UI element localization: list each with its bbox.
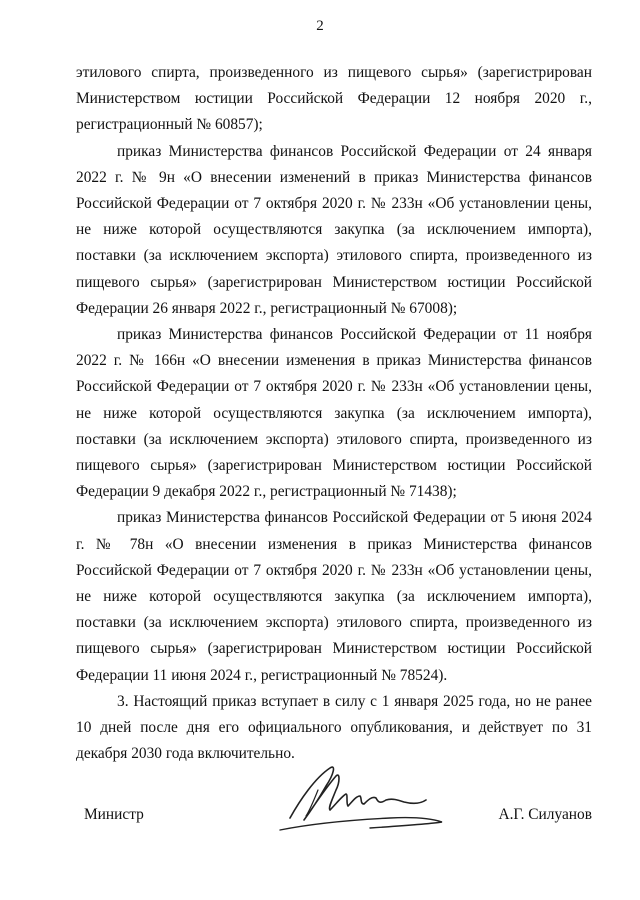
paragraph-effective-date: 3. Настоящий приказ вступает в силу с 1 января 2025 года, но не ранее 10 дней после дня его официального опубликования, и действует по 31 декабря 2030 года включительно. xyxy=(76,692,592,763)
paragraph-order-78n: приказ Министерства финансов Российской Федерации от 5 июня 2024 г. № 78н «О внесении изменения в приказ Министерства финансов Российской Федерации от 7 октября 2020 г. № 233н «Об установлении цены, не ниже которой осуществляются закупка (за исключением импорта), поставки (за исключением экспорта) этилового спирта, произведенного из пищевого сырья» (зарегистрирован Министерством юстиции Российской Федерации 11 июня 2024 г., регистрационный № 78524). xyxy=(76,509,592,684)
signatory-position: Министр xyxy=(84,806,144,823)
signatory-name: А.Г. Силуанов xyxy=(498,806,592,823)
page-number: 2 xyxy=(316,18,324,34)
paragraph-order-166n: приказ Министерства финансов Российской Федерации от 11 ноября 2022 г. № 166н «О внесении изменения в приказ Министерства финансов Российской Федерации от 7 октября 2020 г. № 233н «Об установлении цены, не ниже которой осуществляются закупка (за исключением импорта), поставки (за исключением экспорта) этилового спирта, произведенного из пищевого сырья» (зарегистрирован Министерством юстиции Российской Федерации 9 декабря 2022 г., регистрационный № 71438); xyxy=(76,326,592,501)
paragraph-order-9n: приказ Министерства финансов Российской Федерации от 24 января 2022 г. № 9н «О внесении изменений в приказ Министерства финансов Российской Федерации от 7 октября 2020 г. № 233н «Об установлении цены, не ниже которой осуществляются закупка (за исключением импорта), поставки (за исключением экспорта) этилового спирта, произведенного из пищевого сырья» (зарегистрирован Министерством юстиции Российской Федерации 26 января 2022 г., регистрационный № 67008); xyxy=(76,142,592,317)
paragraph-registration-60857: этилового спирта, произведенного из пищевого сырья» (зарегистрирован Министерством юстиции Российской Федерации 12 ноября 2020 г., регистрационный № 60857); xyxy=(76,64,592,134)
handwritten-signature xyxy=(270,760,460,840)
document-body xyxy=(76,60,592,767)
signature-block xyxy=(84,800,592,840)
